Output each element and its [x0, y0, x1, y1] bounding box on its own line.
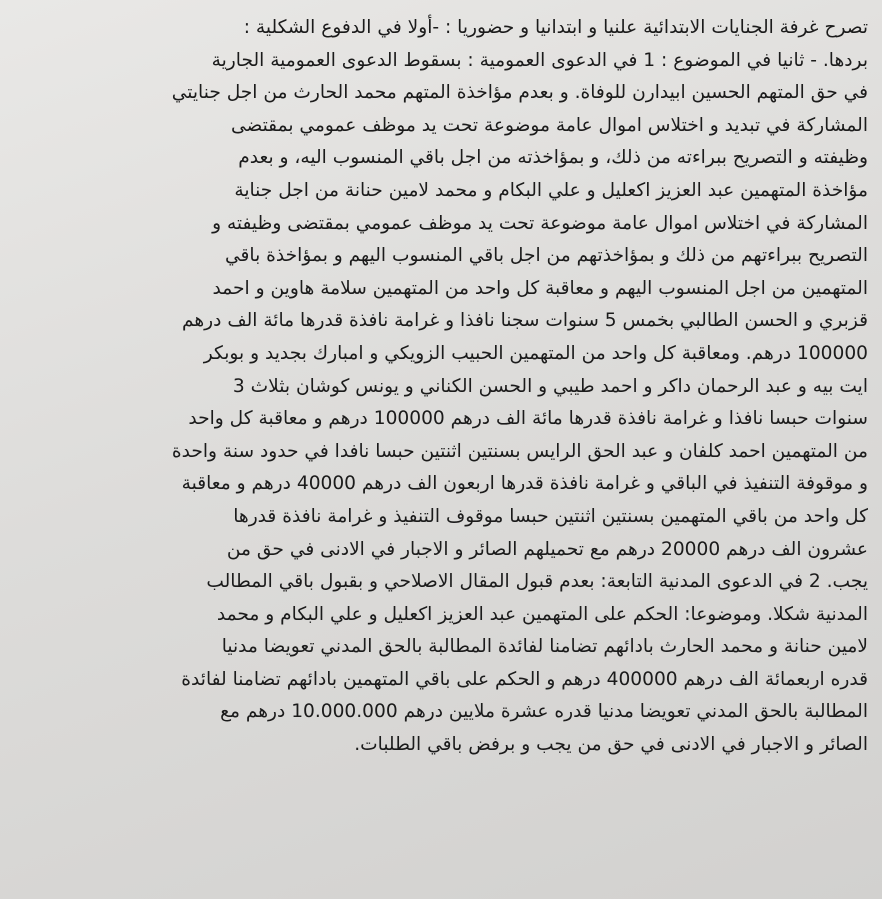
judgment-text	[18, 12, 868, 762]
text-line: قزبري و الحسن الطالبي بخمس 5 سنوات سجنا نافذا و غرامة نافذة قدرها مائة الف درهم	[181, 310, 868, 332]
text-line: يجب. 2 في الدعوى المدنية التابعة: بعدم قبول المقال الاصلاحي و بقبول باقي المطالب	[206, 571, 868, 593]
text-line: سنوات حبسا نافذا و غرامة نافذة قدرها مائة الف درهم 100000 درهم و معاقبة كل واحد	[188, 408, 868, 430]
text-line: المتهمين من اجل المنسوب اليهم و معاقبة كل واحد من المتهمين سلامة هاوين و احمد	[212, 277, 868, 299]
text-line: في حق المتهم الحسين ابيدارن للوفاة. و بعدم مؤاخذة المتهم محمد الحارث من اجل جنايتي	[171, 82, 868, 104]
text-line: و موقوفة التنفيذ في الباقي و غرامة نافذة قدرها اربعون الف درهم 40000 درهم و معاقبة	[181, 473, 868, 495]
text-line: تصرح غرفة الجنايات الابتدائية علنيا و ابتدانيا و حضوريا : -أولا في الدفوع الشكلية :	[243, 17, 868, 38]
text-line: المطالبة بالحق المدني تعويضا مدنيا قدره عشرة ملايين درهم 10.000.000 درهم مع	[220, 701, 868, 723]
text-line: بردها. - ثانيا في الموضوع : 1 في الدعوى العمومية : بسقوط الدعوى العمومية الجارية	[211, 49, 868, 71]
text-line: قدره اربعمائة الف درهم 400000 درهم و الحكم على باقي المتهمين بادائهم تضامنا لفائدة	[181, 668, 868, 690]
text-line: المشاركة في اختلاس اموال عامة موضوعة تحت يد موظف عمومي بمقتضى وظيفته و	[212, 212, 868, 234]
text-line: عشرون الف درهم 20000 درهم مع تحميلهم الصائر و الاجبار في الادنى في حق من	[226, 538, 868, 560]
text-line: المدنية شكلا. وموضوعا: الحكم على المتهمين عبد العزيز اكعليل و علي البكام و محمد	[216, 603, 868, 625]
text-line: مؤاخذة المتهمين عبد العزيز اكعليل و علي البكام و محمد لامين حنانة من اجل جناية	[234, 179, 868, 201]
text-line: المشاركة في تبديد و اختلاس اموال عامة موضوعة تحت يد موظف عمومي بمقتضى	[230, 114, 868, 136]
text-line: كل واحد من باقي المتهمين بسنتين اثنتين حبسا موقوف التنفيذ و غرامة نافذة قدرها	[233, 505, 868, 527]
text-line: من المتهمين احمد كلفان و عبد الحق الرايس بسنتين اثنتين حبسا نافدا في حدود سنة واحدة	[171, 440, 868, 462]
text-line: وظيفته و التصريح ببراءته من ذلك، و بمؤاخذته من اجل باقي المنسوب اليه، و بعدم	[238, 147, 868, 169]
text-line: التصريح ببراءتهم من ذلك و بمؤاخذتهم من اجل باقي المنسوب اليهم و بمؤاخذة باقي	[225, 245, 868, 267]
text-line: لامين حنانة و محمد الحارث بادائهم تضامنا لفائدة المطالبة بالحق المدني تعويضا مدنيا	[221, 636, 868, 658]
text-line: الصائر و الاجبار في الادنى في حق من يجب و برفض باقي الطلبات.	[354, 734, 868, 756]
text-line: 100000 درهم. ومعاقبة كل واحد من المتهمين الحبيب الزويكي و امبارك بجديد و بوبكر	[203, 342, 868, 364]
text-line: ايت بيه و عبد الرحمان داكر و احمد طيبي و الحسن الكناني و يونس كوشان بثلاث 3	[232, 375, 868, 397]
